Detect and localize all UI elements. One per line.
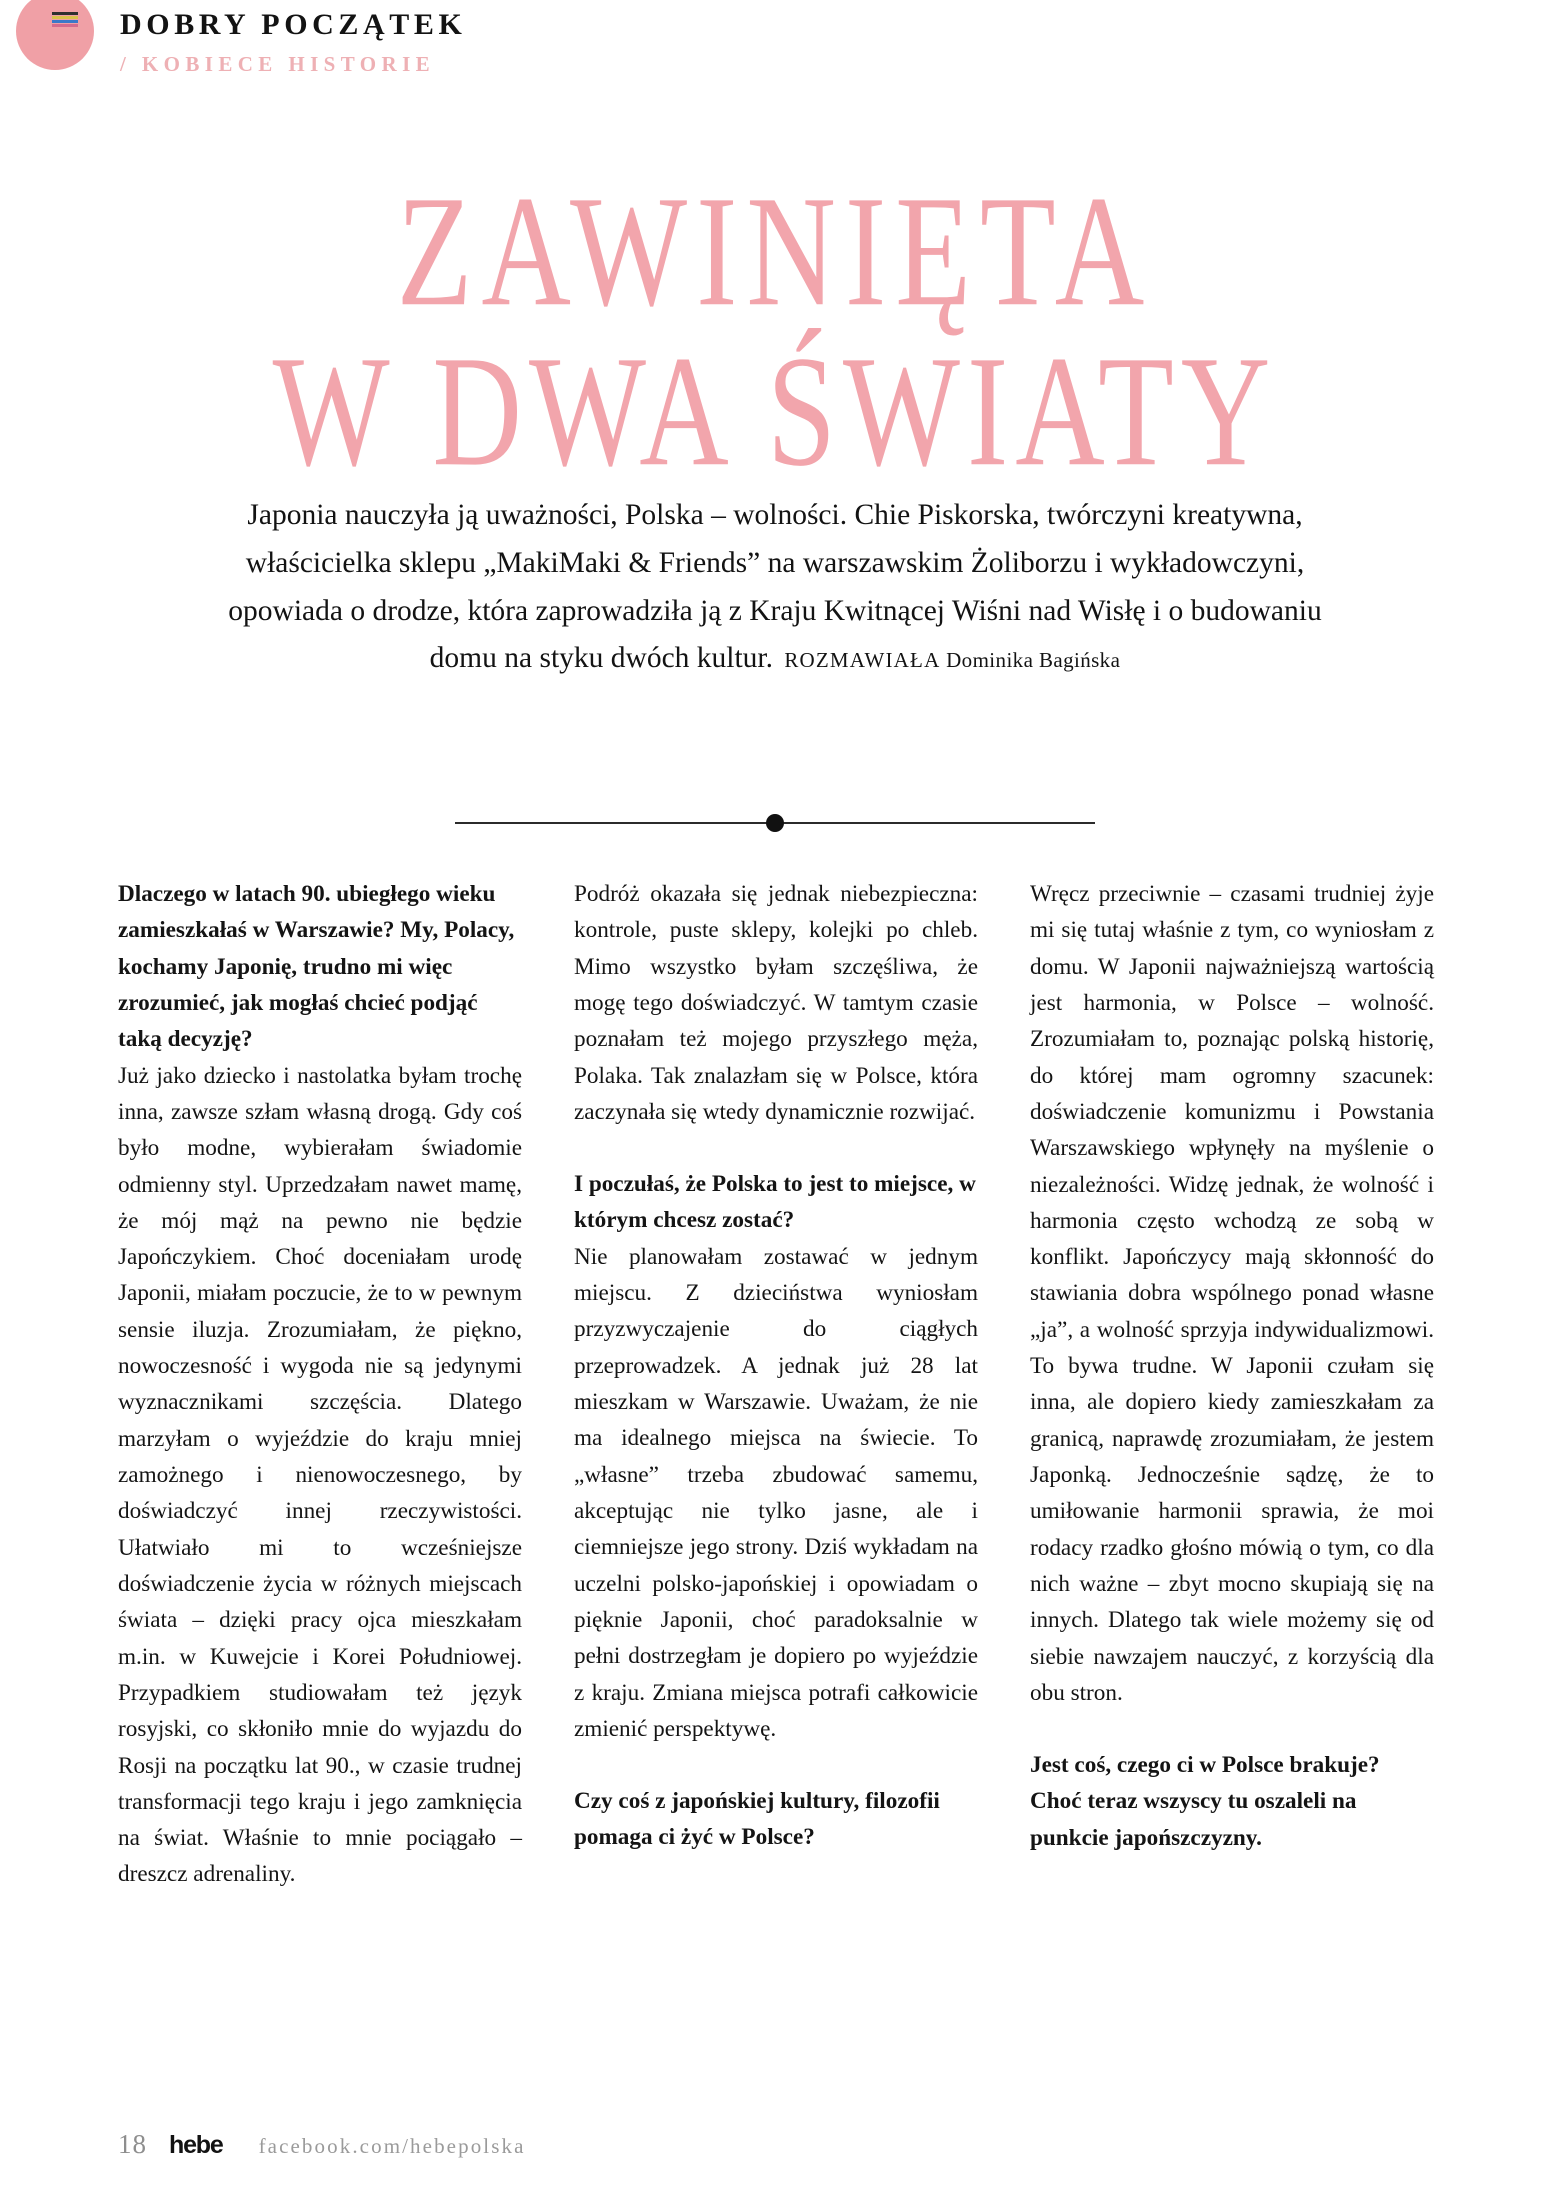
interview-question: I poczułaś, że Polska to jest to miejsce, w którym chcesz zostać?: [574, 1171, 976, 1234]
headline-line-2: W DWA ŚWIATY: [272, 323, 1278, 500]
section-divider: [455, 812, 1095, 834]
section-subtitle: / KOBIECE HISTORIE: [120, 52, 436, 76]
byline-name: Dominika Bagińska: [946, 648, 1121, 673]
interview-question: Dlaczego w latach 90. ubiegłego wieku zamieszkałaś w Warszawie? My, Polacy, kochamy Japonię, trudno mi więc zrozumieć, jak mogłaś chcieć podjąć taką decyzję?: [118, 881, 515, 1053]
interview-answer: Nie planowałam zostawać w jednym miejscu. Z dzieciństwa wyniosłam przyzwyczajenie do ciągłych przeprowadzek. A jednak już 28 lat mieszkam w Warszawie. Uważam, że nie ma idealnego miejsca na świecie. To „własne” trzeba zbudować samemu, akceptując nie tylko jasne, ale i ciemniejsze jego strony. Dziś wykładam na uczelni polsko-japońskiej i opowiadam o pięknie Japonii, choć paradoksalnie w pełni dostrzegłam je dopiero po wyjeździe z kraju. Zmiana miejsca potrafi całkowicie zmienić perspektywę.: [574, 1243, 978, 1742]
brand-logo: hebe: [169, 2131, 223, 2159]
interview-question: Czy coś z japońskiej kultury, filozofii pomaga ci żyć w Polsce?: [574, 1788, 940, 1851]
interview-answer: Wręcz przeciwnie – czasami trudniej żyje mi się tutaj właśnie z tym, co wyniosłam z domu. W Japonii najważniejszą wartością jest harmonia, w Polsce – wolność. Zrozumiałam to, poznając polską historię, do której mam ogromny szacunek: doświadczenie komunizmu i Powstania Warszawskiego wpłynęły na myślenie o niezależności. Widzę jednak, że wolność i harmonia często wchodzą ze sobą w konflikt. Japończycy mają skłonność do stawiania dobra wspólnego ponad własne „ja”, a wolność sprzyja indywidualizmowi. To bywa trudne. W Japonii czułam się inna, ale dopiero kiedy zamieszkałam za granicą, naprawdę zrozumiałam, że jestem Japonką. Jednocześnie sądzę, że to umiłowanie harmonii sprawia, że moi rodacy rzadko głośno mówią o tym, co dla nich ważne – zbyt mocno skupiają się na innych. Dlatego tak wiele możemy się od siebie nawzajem nauczyć, z korzyścią dla obu stron.: [1030, 881, 1434, 1706]
divider-dot-icon: [766, 814, 784, 832]
text-column-1: [118, 876, 522, 1893]
masthead: [0, 0, 1550, 110]
section-title: DOBRY POCZĄTEK: [120, 8, 467, 41]
interview-answer: Podróż okazała się jednak niebezpieczna: kontrole, puste sklepy, kolejki po chleb. Mimo wszystko byłam szczęśliwa, że mogę tego doświadczyć. W tamtym czasie poznałam też mojego przyszłego męża, Polaka. Tak znalazłam się w Polsce, która zaczynała się wtedy dynamicznie rozwijać.: [574, 881, 978, 1125]
text-column-3: [1030, 876, 1434, 1893]
interview-answer: Już jako dziecko i nastolatka byłam trochę inna, zawsze szłam własną drogą. Gdy coś było modne, wybierałam świadomie odmienny styl. Uprzedzałam nawet mamę, że mój mąż na pewno nie będzie Japończykiem. Choć doceniałam urodę Japonii, miałam poczucie, że to w pewnym sensie iluzja. Zrozumiałam, że piękno, nowoczesność i wygoda nie są jedynymi wyznacznikami szczęścia. Dlatego marzyłam o wyjeździe do kraju mniej zamożnego i nienowoczesnego, by doświadczyć innej rzeczywistości. Ułatwiało mi to wcześniejsze doświadczenie życia w różnych miejscach świata – dzięki pracy ojca mieszkałam m.in. w Kuwejcie i Korei Południowej. Przypadkiem studiowałam też język rosyjski, co skłoniło mnie do wyjazdu do Rosji na początku lat 90., w czasie trudnej transformacji tego kraju i jego zamknięcia na świat. Właśnie to mnie pociągało – dreszcz adrenaliny.: [118, 1062, 522, 1888]
page-number: 18: [118, 2129, 147, 2159]
page-title: [0, 163, 1550, 500]
social-handle[interactable]: facebook.com/hebepolska: [258, 2134, 526, 2158]
registration-marks-icon: [52, 12, 78, 28]
standfirst-text: Japonia nauczyła ją uważności, Polska – wolności. Chie Piskorska, twórczyni kreatywna, właścicielka sklepu „MakiMaki & Friends” na warszawskim Żoliborzu i wykładowczyni, opowiada o drodze, która zaprowadziła ją z Kraju Kwitnącej Wiśni nad Wisłę i o budowaniu domu na styku dwóch kultur.: [228, 499, 1322, 675]
page-footer: [118, 2129, 526, 2160]
headline-line-1: ZAWINIĘTA: [396, 163, 1154, 339]
article-body: [118, 876, 1436, 1893]
interview-question: Jest coś, czego ci w Polsce brakuje? Choć teraz wszyscy tu oszaleli na punkcie japońszczyzny.: [1030, 1752, 1380, 1851]
brand-dot-decoration: [16, 0, 94, 70]
byline: [773, 648, 1120, 672]
standfirst: [215, 492, 1335, 683]
byline-label: ROZMAWIAŁA: [784, 648, 941, 673]
text-column-2: [574, 876, 978, 1893]
